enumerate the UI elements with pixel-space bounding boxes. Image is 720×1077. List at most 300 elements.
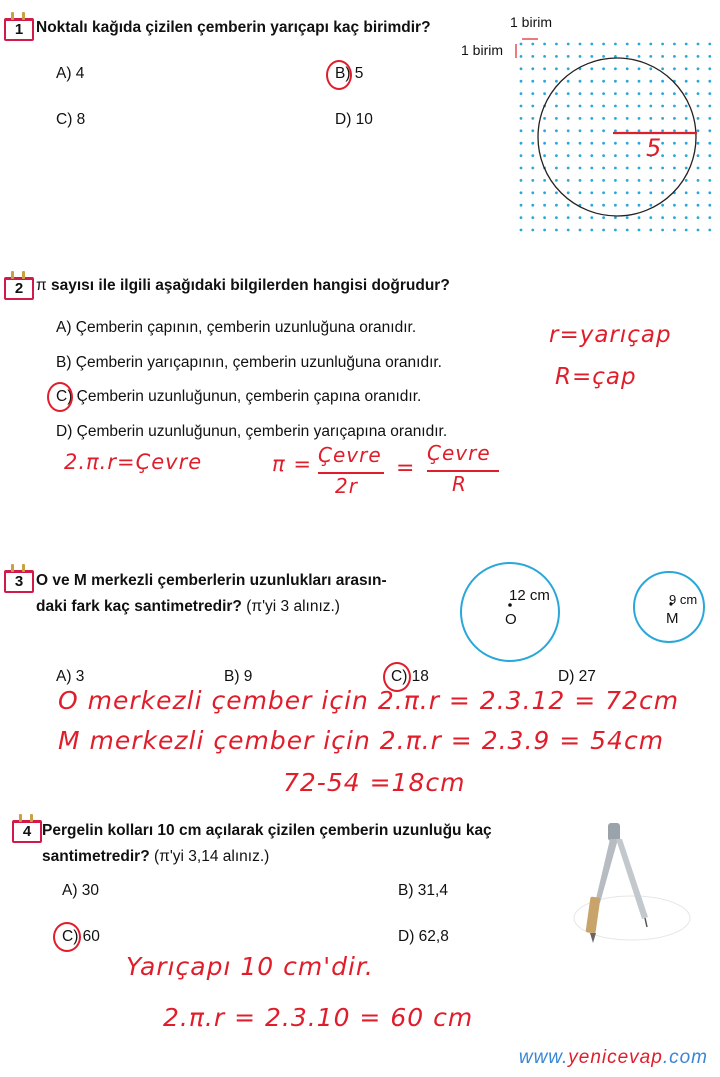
grid-dot (626, 229, 629, 232)
grid-dot (649, 67, 652, 70)
grid-dot (708, 229, 711, 232)
dot-grid (520, 43, 712, 232)
grid-dot (661, 105, 664, 108)
grid-dot (555, 67, 558, 70)
grid-dot (567, 191, 570, 194)
grid-dot (697, 105, 700, 108)
answer-mark-circle (53, 922, 81, 952)
grid-dot (661, 129, 664, 132)
grid-dot (602, 179, 605, 182)
grid-dot (602, 92, 605, 95)
grid-dot (626, 55, 629, 58)
grid-dot (531, 179, 534, 182)
grid-dot (685, 154, 688, 157)
grid-dot (602, 216, 605, 219)
grid-dot (602, 142, 605, 145)
grid-dot (638, 129, 641, 132)
grid-dot (708, 67, 711, 70)
grid-dot (567, 117, 570, 120)
hand-fraction-num-1: Çevre (318, 443, 382, 467)
question-badge-4 (12, 820, 42, 843)
grid-dot (661, 216, 664, 219)
grid-dot (661, 204, 664, 207)
grid-dot (579, 92, 582, 95)
grid-dot (614, 229, 617, 232)
grid-dot (590, 92, 593, 95)
unit-horizontal-label: 1 birim (510, 14, 553, 30)
grid-dot (697, 154, 700, 157)
grid-dot (579, 43, 582, 46)
grid-dot (697, 167, 700, 170)
hand-fraction-den-1: 2r (335, 474, 358, 498)
grid-dot (590, 142, 593, 145)
grid-dot (685, 229, 688, 232)
question-badge-2 (4, 277, 34, 300)
grid-dot (708, 154, 711, 157)
grid-dot (697, 129, 700, 132)
grid-dot (543, 229, 546, 232)
grid-dot (555, 191, 558, 194)
q4-option-c[interactable]: C) 60 (62, 928, 100, 945)
grid-dot (590, 216, 593, 219)
question-4-line2: santimetredir? (π'yi 3,14 alınız.) (42, 848, 270, 865)
grid-dot (520, 117, 523, 120)
hand-q3-line1: O merkezli çember için 2.π.r = 2.3.12 = 72cm (58, 686, 680, 715)
grid-dot (579, 191, 582, 194)
grid-dot (708, 105, 711, 108)
grid-dot (697, 80, 700, 83)
grid-dot (579, 167, 582, 170)
grid-dot (543, 142, 546, 145)
grid-dot (531, 191, 534, 194)
grid-dot (579, 80, 582, 83)
q2-option-b[interactable]: B) Çemberin yarıçapının, çemberin uzunluğuna oranıdır. (56, 354, 442, 371)
grid-dot (531, 55, 534, 58)
grid-dot (531, 105, 534, 108)
grid-dot (590, 67, 593, 70)
q1-option-d[interactable]: D) 10 (335, 111, 373, 128)
answer-mark-circle (47, 382, 73, 412)
grid-dot (555, 179, 558, 182)
grid-dot (579, 55, 582, 58)
grid-dot (697, 142, 700, 145)
circle-m-center: M (666, 610, 679, 627)
grid-dot (685, 216, 688, 219)
grid-dot (685, 55, 688, 58)
grid-dot (661, 167, 664, 170)
q2-option-d[interactable]: D) Çemberin uzunluğunun, çemberin yarıçapına oranıdır. (56, 423, 448, 440)
question-3-line1: O ve M merkezli çemberlerin uzunlukları arasın- (36, 572, 387, 589)
grid-dot (543, 179, 546, 182)
grid-dot (531, 142, 534, 145)
grid-dot (626, 43, 629, 46)
circle-o-radius: 12 cm (509, 587, 550, 604)
grid-dot (673, 216, 676, 219)
grid-dot (638, 67, 641, 70)
grid-dot (555, 142, 558, 145)
hand-equals: = (396, 456, 416, 481)
grid-dot (567, 179, 570, 182)
grid-dot (673, 229, 676, 232)
grid-dot (602, 43, 605, 46)
grid-dot (520, 55, 523, 58)
grid-dot (697, 43, 700, 46)
grid-dot (697, 229, 700, 232)
grid-dot (638, 229, 641, 232)
grid-dot (638, 105, 641, 108)
q1-option-b[interactable]: B) 5 (335, 65, 364, 82)
grid-dot (531, 229, 534, 232)
grid-dot (708, 167, 711, 170)
grid-dot (614, 43, 617, 46)
grid-dot (602, 129, 605, 132)
grid-dot (638, 179, 641, 182)
hand-note-pi-eq: π = (272, 452, 312, 476)
grid-dot (638, 167, 641, 170)
grid-dot (555, 80, 558, 83)
question-number: 3 (14, 573, 24, 590)
grid-dot (602, 105, 605, 108)
grid-dot (697, 117, 700, 120)
grid-dot (543, 92, 546, 95)
grid-dot (661, 55, 664, 58)
grid-dot (531, 80, 534, 83)
grid-dot (649, 43, 652, 46)
grid-dot (649, 105, 652, 108)
grid-dot (543, 67, 546, 70)
grid-dot (590, 117, 593, 120)
hand-q4-line2: 2.π.r = 2.3.10 = 60 cm (163, 1003, 474, 1032)
grid-dot (638, 142, 641, 145)
grid-dot (567, 92, 570, 95)
hand-q4-line1: Yarıçapı 10 cm'dir. (126, 952, 374, 981)
pi-symbol: π (36, 277, 47, 294)
hand-radius-value: 5 (646, 134, 663, 162)
grid-dot (602, 117, 605, 120)
grid-dot (626, 167, 629, 170)
grid-dot (520, 179, 523, 182)
hand-note-formula: 2.π.r=Çevre (64, 450, 203, 474)
grid-dot (520, 92, 523, 95)
hand-fraction-num-2: Çevre (427, 441, 491, 465)
grid-dot (638, 154, 641, 157)
grid-dot (602, 167, 605, 170)
grid-dot (649, 229, 652, 232)
grid-dot (673, 55, 676, 58)
grid-dot (555, 216, 558, 219)
grid-dot (685, 80, 688, 83)
grid-dot (614, 105, 617, 108)
grid-dot (531, 129, 534, 132)
grid-dot (685, 105, 688, 108)
hand-fraction-den-2: R (452, 472, 467, 496)
grid-dot (520, 142, 523, 145)
grid-dot (673, 179, 676, 182)
grid-dot (567, 229, 570, 232)
grid-dot (697, 216, 700, 219)
grid-dot (567, 67, 570, 70)
grid-dot (649, 129, 652, 132)
grid-dot (520, 167, 523, 170)
grid-dot (602, 204, 605, 207)
grid-dot (661, 67, 664, 70)
grid-dot (685, 191, 688, 194)
grid-dot (614, 154, 617, 157)
grid-dot (579, 229, 582, 232)
grid-dot (614, 92, 617, 95)
grid-dot (555, 167, 558, 170)
grid-dot (543, 80, 546, 83)
question-number: 4 (22, 823, 32, 840)
grid-dot (531, 167, 534, 170)
grid-dot (567, 80, 570, 83)
grid-dot (685, 204, 688, 207)
question-badge-1 (4, 18, 34, 41)
question-2-text: π sayısı ile ilgili aşağıdaki bilgilerden hangisi doğrudur? (36, 277, 450, 294)
grid-dot (555, 154, 558, 157)
grid-dot (602, 191, 605, 194)
grid-dot (661, 191, 664, 194)
grid-dot (638, 216, 641, 219)
grid-dot (590, 154, 593, 157)
grid-dot (638, 43, 641, 46)
grid-dot (697, 92, 700, 95)
grid-dot (649, 179, 652, 182)
question-number: 2 (14, 280, 24, 297)
grid-dot (531, 92, 534, 95)
q3-option-b[interactable]: B) 9 (224, 668, 253, 685)
grid-dot (520, 80, 523, 83)
grid-dot (673, 43, 676, 46)
grid-dot (649, 92, 652, 95)
grid-dot (626, 67, 629, 70)
grid-dot (685, 43, 688, 46)
grid-dot (555, 229, 558, 232)
site-watermark: www.yenicevap.com (518, 1047, 708, 1068)
grid-dot (626, 129, 629, 132)
question-number: 1 (14, 21, 24, 38)
grid-dot (614, 129, 617, 132)
q1-option-c[interactable]: C) 8 (56, 111, 86, 128)
question-1-text: Noktalı kağıda çizilen çemberin yarıçapı kaç birimdir? (36, 19, 431, 36)
q4-option-b[interactable]: B) 31,4 (398, 882, 448, 899)
grid-dot (567, 43, 570, 46)
grid-dot (543, 43, 546, 46)
grid-dot (638, 92, 641, 95)
grid-dot (673, 129, 676, 132)
grid-dot (673, 67, 676, 70)
grid-dot (531, 117, 534, 120)
grid-dot (520, 43, 523, 46)
grid-dot (520, 129, 523, 132)
grid-dot (626, 204, 629, 207)
grid-dot (649, 55, 652, 58)
grid-dot (531, 204, 534, 207)
grid-dot (649, 216, 652, 219)
grid-dot (543, 216, 546, 219)
grid-dot (590, 229, 593, 232)
q2-option-c[interactable]: C) Çemberin uzunluğunun, çemberin çapına oranıdır. (56, 388, 422, 405)
grid-dot (685, 67, 688, 70)
grid-dot (555, 129, 558, 132)
grid-dot (626, 154, 629, 157)
grid-dot (543, 117, 546, 120)
grid-dot (590, 80, 593, 83)
grid-dot (708, 55, 711, 58)
grid-dot (708, 191, 711, 194)
grid-dot (708, 142, 711, 145)
grid-dot (543, 154, 546, 157)
grid-dot (638, 191, 641, 194)
hand-note-radius: r=yarıçap (549, 322, 672, 348)
grid-dot (708, 179, 711, 182)
grid-dot (673, 154, 676, 157)
grid-dot (708, 117, 711, 120)
grid-dot (626, 142, 629, 145)
grid-dot (685, 179, 688, 182)
grid-dot (555, 92, 558, 95)
circle-m-radius: 9 cm (669, 592, 698, 607)
grid-dot (579, 179, 582, 182)
grid-dot (626, 92, 629, 95)
grid-dot (708, 129, 711, 132)
grid-dot (661, 117, 664, 120)
grid-dot (579, 154, 582, 157)
grid-dot (614, 142, 617, 145)
grid-dot (567, 129, 570, 132)
grid-dot (520, 67, 523, 70)
grid-dot (590, 105, 593, 108)
grid-dot (626, 179, 629, 182)
grid-dot (638, 55, 641, 58)
grid-dot (543, 129, 546, 132)
hand-q3-line3: 72-54 =18cm (283, 768, 466, 797)
grid-dot (673, 142, 676, 145)
grid-dot (626, 117, 629, 120)
grid-dot (531, 154, 534, 157)
grid-dot (649, 117, 652, 120)
grid-dot (638, 117, 641, 120)
grid-dot (579, 142, 582, 145)
grid-dot (579, 105, 582, 108)
question-4-line1: Pergelin kolları 10 cm açılarak çizilen çemberin uzunluğu kaç (42, 822, 492, 839)
q3-option-c[interactable]: C) 18 (391, 668, 429, 685)
grid-dot (708, 204, 711, 207)
grid-dot (697, 204, 700, 207)
hand-q3-line2: M merkezli çember için 2.π.r = 2.3.9 = 54cm (58, 726, 665, 755)
circle-o-center: O (505, 611, 517, 628)
q3-option-a[interactable]: A) 3 (56, 668, 85, 685)
grid-dot (602, 229, 605, 232)
grid-dot (697, 67, 700, 70)
grid-dot (555, 55, 558, 58)
dotted-paper-circle (538, 58, 696, 216)
grid-dot (590, 167, 593, 170)
grid-dot (673, 105, 676, 108)
grid-dot (649, 167, 652, 170)
grid-dot (697, 55, 700, 58)
grid-dot (626, 191, 629, 194)
grid-dot (649, 204, 652, 207)
q4-option-a[interactable]: A) 30 (62, 882, 100, 899)
grid-dot (520, 216, 523, 219)
grid-dot (638, 204, 641, 207)
q4-option-d[interactable]: D) 62,8 (398, 928, 449, 945)
grid-dot (685, 142, 688, 145)
grid-dot (567, 154, 570, 157)
grid-dot (614, 204, 617, 207)
grid-dot (531, 216, 534, 219)
grid-dot (590, 129, 593, 132)
grid-dot (590, 55, 593, 58)
grid-dot (602, 67, 605, 70)
grid-dot (614, 191, 617, 194)
q3-option-d[interactable]: D) 27 (558, 668, 596, 685)
grid-dot (685, 92, 688, 95)
grid-dot (708, 216, 711, 219)
grid-dot (579, 216, 582, 219)
grid-dot (649, 80, 652, 83)
grid-dot (614, 80, 617, 83)
grid-dot (520, 105, 523, 108)
grid-dot (520, 204, 523, 207)
grid-dot (543, 204, 546, 207)
grid-dot (697, 179, 700, 182)
q2-option-a[interactable]: A) Çemberin çapının, çemberin uzunluğuna oranıdır. (56, 319, 417, 336)
grid-dot (661, 229, 664, 232)
grid-dot (614, 67, 617, 70)
grid-dot (567, 105, 570, 108)
grid-dot (602, 80, 605, 83)
grid-dot (661, 92, 664, 95)
grid-dot (708, 80, 711, 83)
q1-option-a[interactable]: A) 4 (56, 65, 85, 82)
grid-dot (602, 55, 605, 58)
grid-dot (708, 92, 711, 95)
grid-dot (614, 117, 617, 120)
grid-dot (626, 105, 629, 108)
grid-dot (543, 191, 546, 194)
grid-dot (590, 191, 593, 194)
hand-note-diameter: R=çap (555, 364, 637, 390)
grid-dot (673, 117, 676, 120)
circle-m-figure (631, 569, 707, 645)
grid-dot (543, 55, 546, 58)
grid-dot (520, 229, 523, 232)
grid-dot (685, 117, 688, 120)
grid-dot (685, 167, 688, 170)
grid-dot (685, 129, 688, 132)
grid-dot (638, 80, 641, 83)
grid-dot (567, 216, 570, 219)
grid-dot (673, 92, 676, 95)
grid-dot (590, 179, 593, 182)
grid-dot (555, 204, 558, 207)
grid-dot (661, 179, 664, 182)
grid-dot (567, 142, 570, 145)
grid-dot (555, 105, 558, 108)
grid-dot (590, 43, 593, 46)
grid-dot (520, 191, 523, 194)
grid-dot (579, 129, 582, 132)
unit-vertical-label: 1 birim (461, 42, 504, 58)
compass-icon (568, 815, 696, 950)
grid-dot (673, 167, 676, 170)
grid-dot (567, 55, 570, 58)
grid-dot (708, 43, 711, 46)
question-3-line2: daki fark kaç santimetredir? (π'yi 3 alınız.) (36, 598, 340, 615)
grid-dot (555, 117, 558, 120)
